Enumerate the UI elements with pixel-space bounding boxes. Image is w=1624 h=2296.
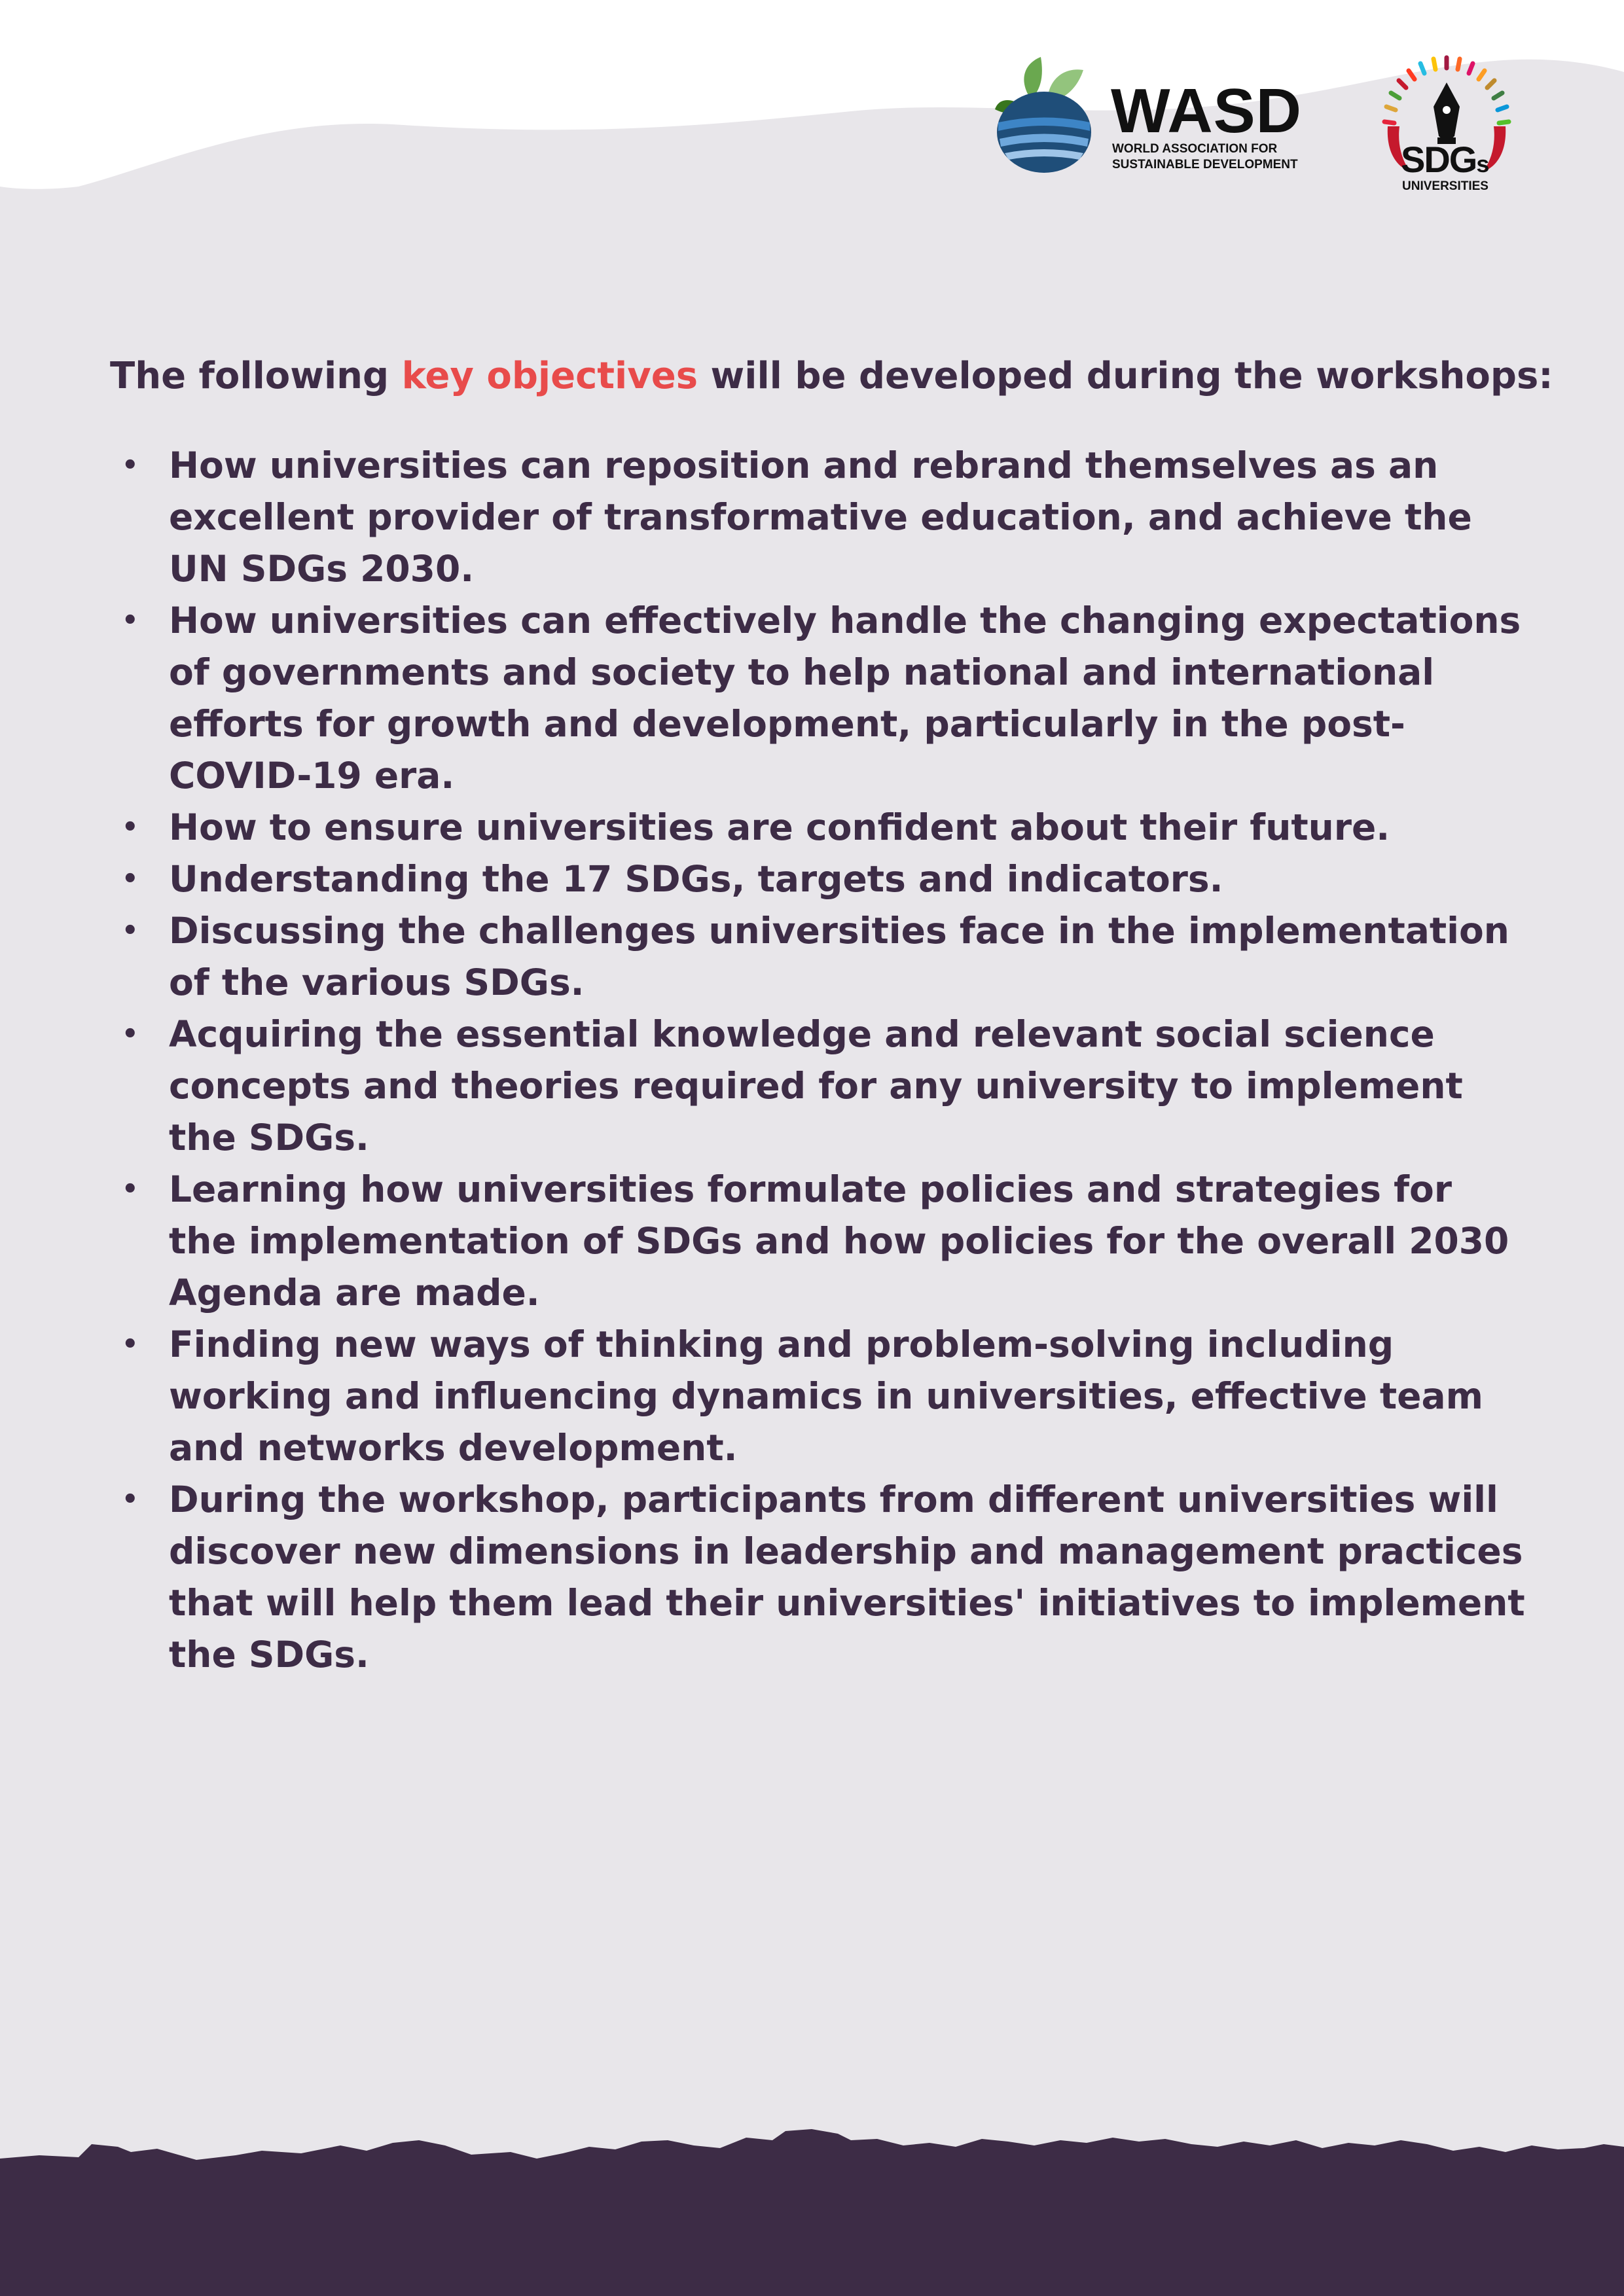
objective-text: During the workshop, participants from different universities will discover new dimensions in leadership and management practices that will help them lead their universities' initiatives to implement the SDGs.: [169, 1479, 1525, 1676]
objective-text: Finding new ways of thinking and problem-solving including working and influencing dynamics in universities, effective team and networks development.: [169, 1323, 1483, 1469]
main-content: [110, 347, 1553, 1681]
intro-suffix: will be developed during the workshops:: [698, 355, 1553, 397]
intro-prefix: The following: [110, 355, 402, 397]
objective-text: Discussing the challenges universities face in the implementation of the various SDGs.: [169, 910, 1509, 1003]
objective-item: [110, 905, 1530, 1009]
bullet-icon: •: [122, 1174, 139, 1204]
objective-item: [110, 1474, 1530, 1681]
wasd-title: WASD: [1111, 76, 1302, 146]
bottom-band-decoration: [0, 2100, 1624, 2296]
objective-item: [110, 853, 1530, 905]
objective-text: How to ensure universities are confident about their future.: [169, 806, 1390, 848]
sdgs-universities-logo: [1375, 45, 1519, 202]
sdgs-word-main: SDG: [1401, 139, 1477, 180]
bullet-icon: •: [122, 1484, 139, 1515]
objective-item: [110, 802, 1530, 853]
bullet-icon: •: [122, 812, 139, 842]
sdgs-word-suffix: s: [1476, 151, 1489, 177]
objective-item: [110, 595, 1530, 802]
wasd-subtitle-line2: SUSTAINABLE DEVELOPMENT: [1112, 158, 1298, 171]
objective-text: Learning how universities formulate policies and strategies for the implementation of SDGs and how policies for the overall 2030 Agenda are made.: [169, 1168, 1509, 1314]
bullet-icon: •: [122, 916, 139, 946]
bullet-icon: •: [122, 605, 139, 636]
intro-heading: [110, 347, 1553, 406]
objective-text: How universities can reposition and rebrand themselves as an excellent provider of transformative education, and achieve the UN SDGs 2030.: [169, 444, 1472, 590]
sdgs-word: [1401, 141, 1488, 183]
wasd-logo: [992, 54, 1306, 181]
bullet-icon: •: [122, 450, 139, 480]
wasd-globe-icon: [992, 54, 1096, 178]
bullet-icon: •: [122, 864, 139, 894]
wasd-subtitle-line1: WORLD ASSOCIATION FOR: [1112, 142, 1278, 156]
objective-text: Understanding the 17 SDGs, targets and indicators.: [169, 858, 1223, 900]
objective-item: [110, 1164, 1530, 1319]
intro-highlight: key objectives: [401, 355, 698, 397]
objective-item: [110, 1319, 1530, 1474]
objectives-list: [110, 440, 1530, 1681]
bullet-icon: •: [122, 1329, 139, 1359]
objective-text: How universities can effectively handle the changing expectations of governments and society to help national and international efforts for growth and development, particularly in the post-COVID-19 era.: [169, 600, 1521, 797]
objective-text: Acquiring the essential knowledge and relevant social science concepts and theories required for any university to implement the SDGs.: [169, 1013, 1463, 1158]
wasd-subtitle: [1112, 141, 1308, 173]
sdgs-subtitle: UNIVERSITIES: [1402, 179, 1489, 193]
bullet-icon: •: [122, 1019, 139, 1049]
objective-item: [110, 1009, 1530, 1164]
objective-item: [110, 440, 1530, 595]
